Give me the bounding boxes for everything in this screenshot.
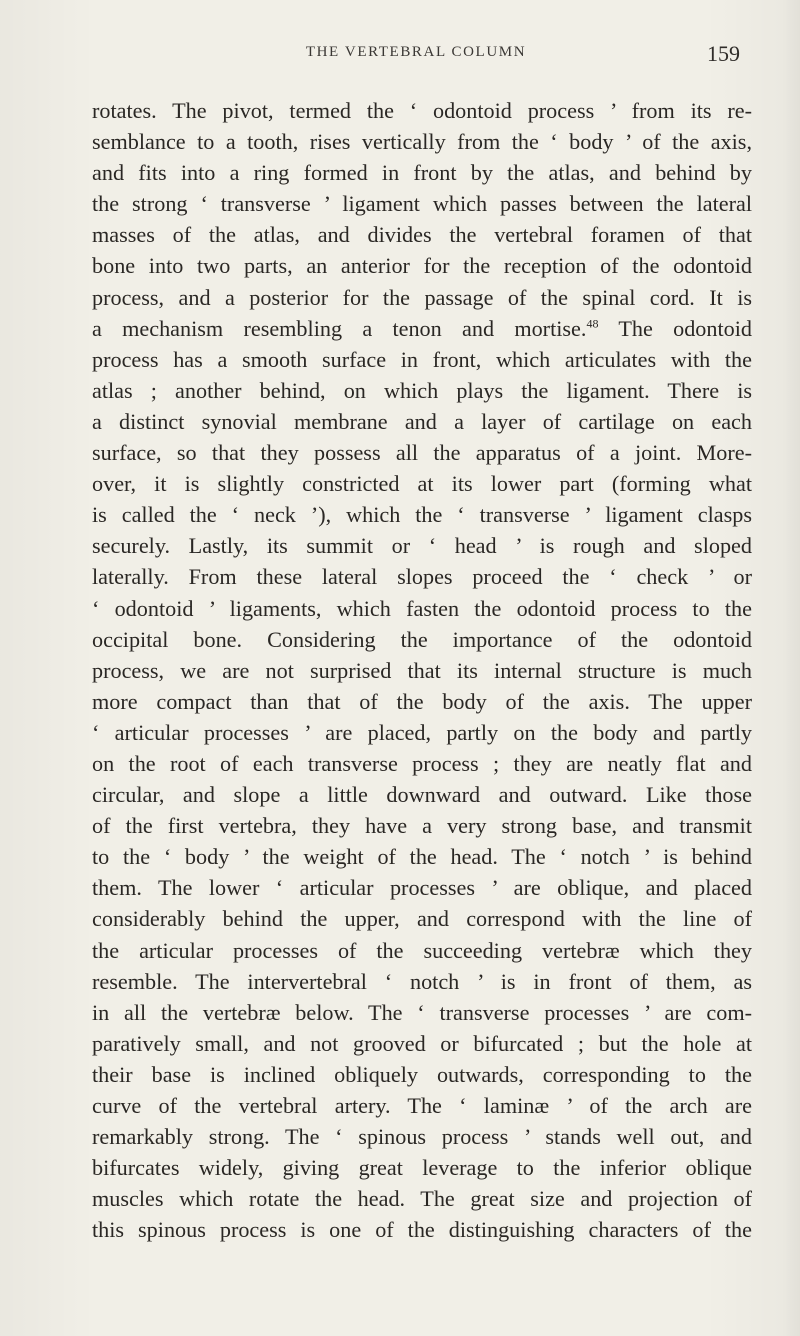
- text-line: them. The lower ‘ articular processes ’ are oblique, and placed: [92, 875, 752, 901]
- text-line: process has a smooth surface in front, which articulates with the: [92, 346, 752, 372]
- text-line: and fits into a ring formed in front by the atlas, and behind by: [92, 160, 752, 186]
- body-text: [92, 95, 752, 1245]
- text-line: bone into two parts, an anterior for the reception of the odontoid: [92, 253, 752, 279]
- text-line: more compact than that of the body of the axis. The upper: [92, 688, 752, 714]
- text-line: surface, so that they possess all the apparatus of a joint. More-: [92, 440, 752, 466]
- text-line: ‘ articular processes ’ are placed, partly on the body and partly: [92, 719, 752, 745]
- footnote-reference: 48: [586, 316, 599, 331]
- text-line: the articular processes of the succeeding vertebræ which they: [92, 937, 752, 963]
- text-line: semblance to a tooth, rises vertically from the ‘ body ’ of the axis,: [92, 129, 752, 155]
- text-line: of the first vertebra, they have a very strong base, and transmit: [92, 813, 752, 839]
- page-number: 159: [707, 41, 740, 66]
- text-line: to the ‘ body ’ the weight of the head. The ‘ notch ’ is behind: [92, 844, 752, 870]
- text-line: process, we are not surprised that its internal structure is much: [92, 657, 752, 683]
- text-line: muscles which rotate the head. The great size and projection of: [92, 1186, 752, 1212]
- text-line: curve of the vertebral artery. The ‘ laminæ ’ of the arch are: [92, 1093, 752, 1118]
- text-line-part: The odontoid: [618, 315, 752, 341]
- page-edge-shadow: [782, 0, 800, 1336]
- text-line: securely. Lastly, its summit or ‘ head ’ is rough and sloped: [92, 533, 752, 559]
- text-line: resemble. The intervertebral ‘ notch ’ is in front of them, as: [92, 968, 752, 994]
- text-line-part: a mechanism resembling a tenon and mortise.: [92, 315, 587, 341]
- text-line: process, and a posterior for the passage of the spinal cord. It is: [92, 284, 752, 310]
- text-line: paratively small, and not grooved or bifurcated ; but the hole at: [92, 1030, 752, 1056]
- text-line: ‘ odontoid ’ ligaments, which fasten the odontoid process to the: [92, 595, 752, 621]
- text-line: atlas ; another behind, on which plays the ligament. There is: [92, 377, 752, 403]
- text-line: circular, and slope a little downward and outward. Like those: [92, 782, 752, 808]
- text-line: over, it is slightly constricted at its lower part (forming what: [92, 471, 752, 497]
- text-line: on the root of each transverse process ; they are neatly flat and: [92, 750, 752, 776]
- text-line: this spinous process is one of the distinguishing characters of the: [92, 1217, 752, 1243]
- text-line: in all the vertebræ below. The ‘ transverse processes ’ are com-: [92, 999, 752, 1025]
- text-line: their base is inclined obliquely outwards, corresponding to the: [92, 1061, 752, 1087]
- text-line: the strong ‘ transverse ’ ligament which passes between the lateral: [92, 191, 752, 217]
- text-line: rotates. The pivot, termed the ‘ odontoid process ’ from its re-: [92, 98, 752, 123]
- text-line: masses of the atlas, and divides the vertebral foramen of that: [92, 222, 752, 248]
- text-line-with-footnote: [92, 313, 752, 344]
- text-line: laterally. From these lateral slopes proceed the ‘ check ’ or: [92, 564, 752, 590]
- text-line: bifurcates widely, giving great leverage to the inferior oblique: [92, 1155, 752, 1181]
- text-line: considerably behind the upper, and correspond with the line of: [92, 906, 752, 932]
- text-line: a distinct synovial membrane and a layer of cartilage on each: [92, 408, 752, 434]
- running-title: THE VERTEBRAL COLUMN: [305, 44, 527, 60]
- text-line: is called the ‘ neck ’), which the ‘ transverse ’ ligament clasps: [92, 502, 752, 528]
- running-header: [92, 41, 740, 74]
- text-line: remarkably strong. The ‘ spinous process ’ stands well out, and: [92, 1124, 752, 1150]
- text-line: occipital bone. Considering the importance of the odontoid: [92, 626, 752, 652]
